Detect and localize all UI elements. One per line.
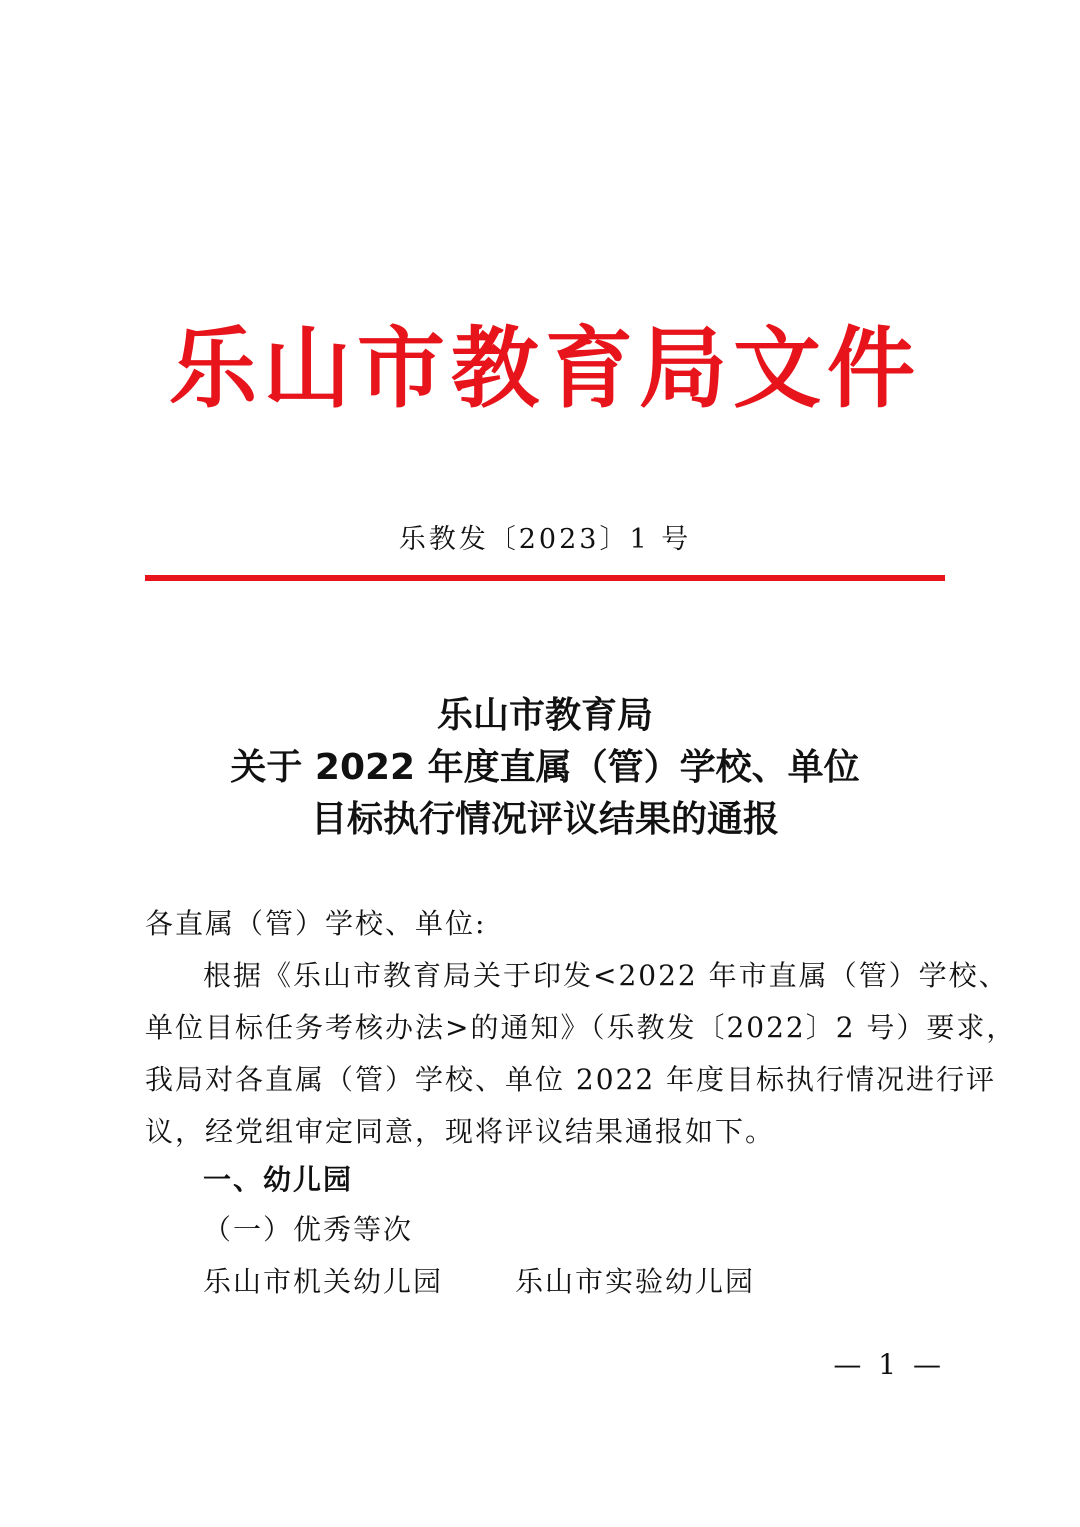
document-number: 乐教发〔2023〕1 号: [398, 524, 692, 555]
paragraph-line: 单位目标任务考核办法>的通知》（乐教发〔2022〕2 号）要求，: [145, 1011, 1017, 1044]
notice-title: [145, 690, 945, 846]
list-item: 乐山市机关幼儿园: [203, 1265, 444, 1298]
page-number: — 1 —: [833, 1348, 945, 1381]
notice-title-line: 乐山市教育局: [436, 695, 653, 736]
excellent-list: [203, 1256, 755, 1308]
paragraph-line: 我局对各直属（管）学校、单位 2022 年度目标执行情况进行评: [145, 1063, 997, 1096]
section-heading: 一、幼儿园: [203, 1163, 354, 1196]
subsection-heading: （一）优秀等次: [203, 1213, 414, 1246]
list-item: 乐山市实验幼儿园: [515, 1265, 756, 1298]
paragraph-line: 议，经党组审定同意，现将评议结果通报如下。: [145, 1115, 776, 1148]
red-divider-line: [145, 575, 945, 581]
paragraph-line: 根据《乐山市教育局关于印发<2022 年市直属（管）学校、: [203, 959, 1009, 992]
salutation: 各直属（管）学校、单位:: [145, 907, 487, 940]
body-paragraph: [145, 950, 1017, 1158]
notice-title-line: 关于 2022 年度直属（管）学校、单位: [230, 747, 860, 788]
issuer-header: 乐山市教育局文件: [168, 316, 921, 420]
notice-title-line: 目标执行情况评议结果的通报: [310, 799, 779, 840]
